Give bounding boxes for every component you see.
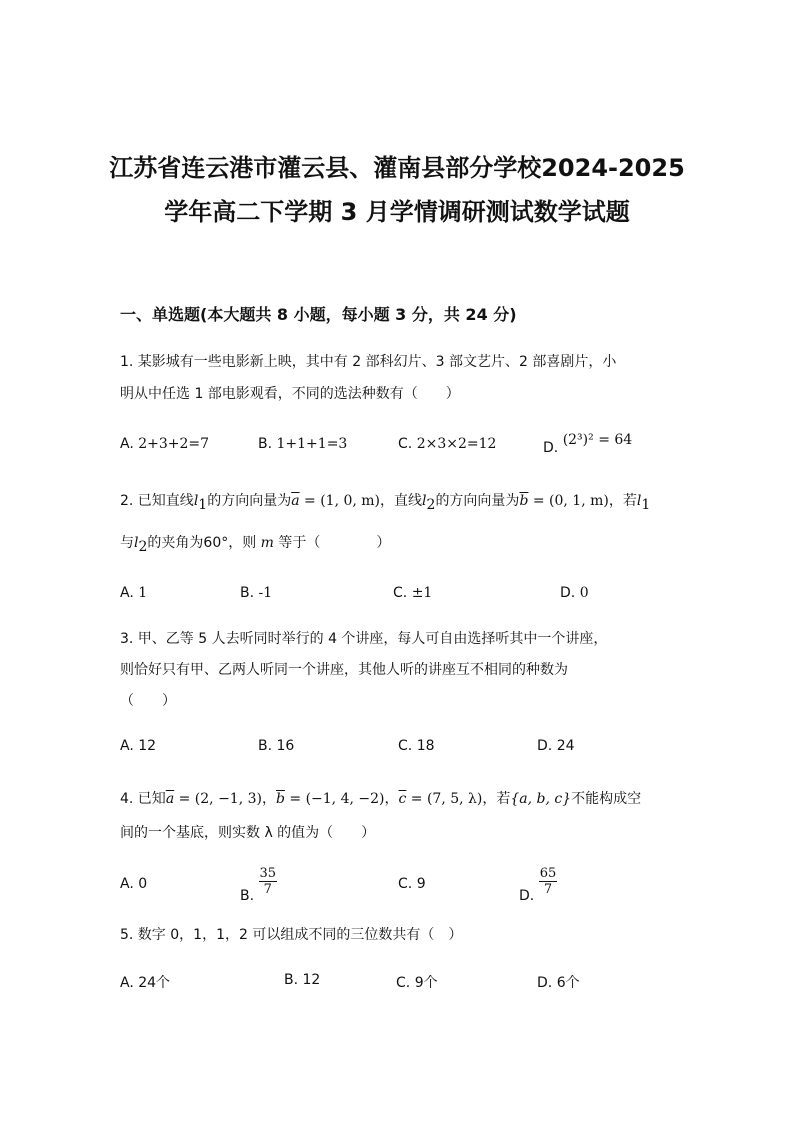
question-5-option-c: C. 9个 (396, 975, 438, 991)
question-2-option-d: D. 0 (560, 585, 589, 601)
section-heading: 一、单选题(本大题共 8 小题，每小题 3 分，共 24 分) (120, 305, 517, 324)
question-4-option-a: A. 0 (120, 876, 148, 892)
question-1-line-1: 1. 某影城有一些电影新上映，其中有 2 部科幻片、3 部文艺片、2 部喜剧片，小 (120, 354, 617, 370)
question-3-option-b: B. 16 (258, 738, 295, 754)
question-4-line-2: 间的一个基底，则实数 λ 的值为（ ） (120, 825, 376, 841)
question-3-option-d: D. 24 (537, 738, 575, 754)
question-3-option-c: C. 18 (398, 738, 435, 754)
question-5-line-1: 5. 数字 0，1，1，2 可以组成不同的三位数共有（ ） (120, 927, 463, 943)
question-4-option-d: D. $\frac{65}{7}$ (519, 866, 557, 904)
document-title-line-2: 学年高二下学期 3 月学情调研测试数学试题 (164, 198, 630, 226)
question-3-line-1: 3. 甲、乙等 5 人去听同时举行的 4 个讲座，每人可自由选择听其中一个讲座， (120, 631, 608, 647)
question-3-line-3: （ ） (120, 693, 176, 709)
question-2-option-c: C. ±1 (393, 585, 433, 601)
document-title-line-1: 江苏省连云港市灌云县、灌南县部分学校2024-2025 (109, 154, 685, 182)
question-1-option-b: B. 1+1+1=3 (258, 436, 348, 452)
question-2-option-a: A. 1 (120, 585, 148, 601)
question-1-option-c: C. 2×3×2=12 (398, 436, 497, 452)
question-2-line-1: 2. 已知直线$l_1$的方向向量为$\overline{a} = (1$, 0, m)，直线$l_2$的方向向量为$\overline{b} = (0$, 1, m)，若$l_1$ (120, 493, 651, 513)
question-4-option-b: B. $\frac{35}{7}$ (240, 866, 277, 904)
question-5-option-b: B. 12 (284, 972, 321, 988)
question-1-line-2: 明从中任选 1 部电影观看，不同的选法种数有（ ） (120, 386, 460, 402)
fraction-65-7: $\frac{65}{7}$ (539, 866, 557, 897)
question-4-option-c: C. 9 (398, 876, 426, 892)
question-3-option-a: A. 12 (120, 738, 157, 754)
question-1-option-d: D. (2³)² = 64 (543, 432, 633, 456)
question-4-line-1: 4. 已知$\overline{a} = (2$, −1, 3)，$\overline{b} = (-1$, 4, −2)，$\overline{c} = (7$, 5, λ)，若{a, b, c}不能构成空 (120, 791, 642, 807)
question-5-option-d: D. 6个 (537, 975, 580, 991)
question-1-option-a: A. 2+3+2=7 (120, 436, 210, 452)
question-2-line-2: 与$l_2$的夹角为60°，则 m 等于（ ） (120, 535, 391, 555)
question-2-option-b: B. -1 (240, 585, 273, 601)
fraction-35-7: $\frac{35}{7}$ (259, 866, 277, 897)
question-3-line-2: 则恰好只有甲、乙两人听同一个讲座，其他人听的讲座互不相同的种数为 (120, 662, 568, 678)
question-5-option-a: A. 24个 (120, 975, 171, 991)
